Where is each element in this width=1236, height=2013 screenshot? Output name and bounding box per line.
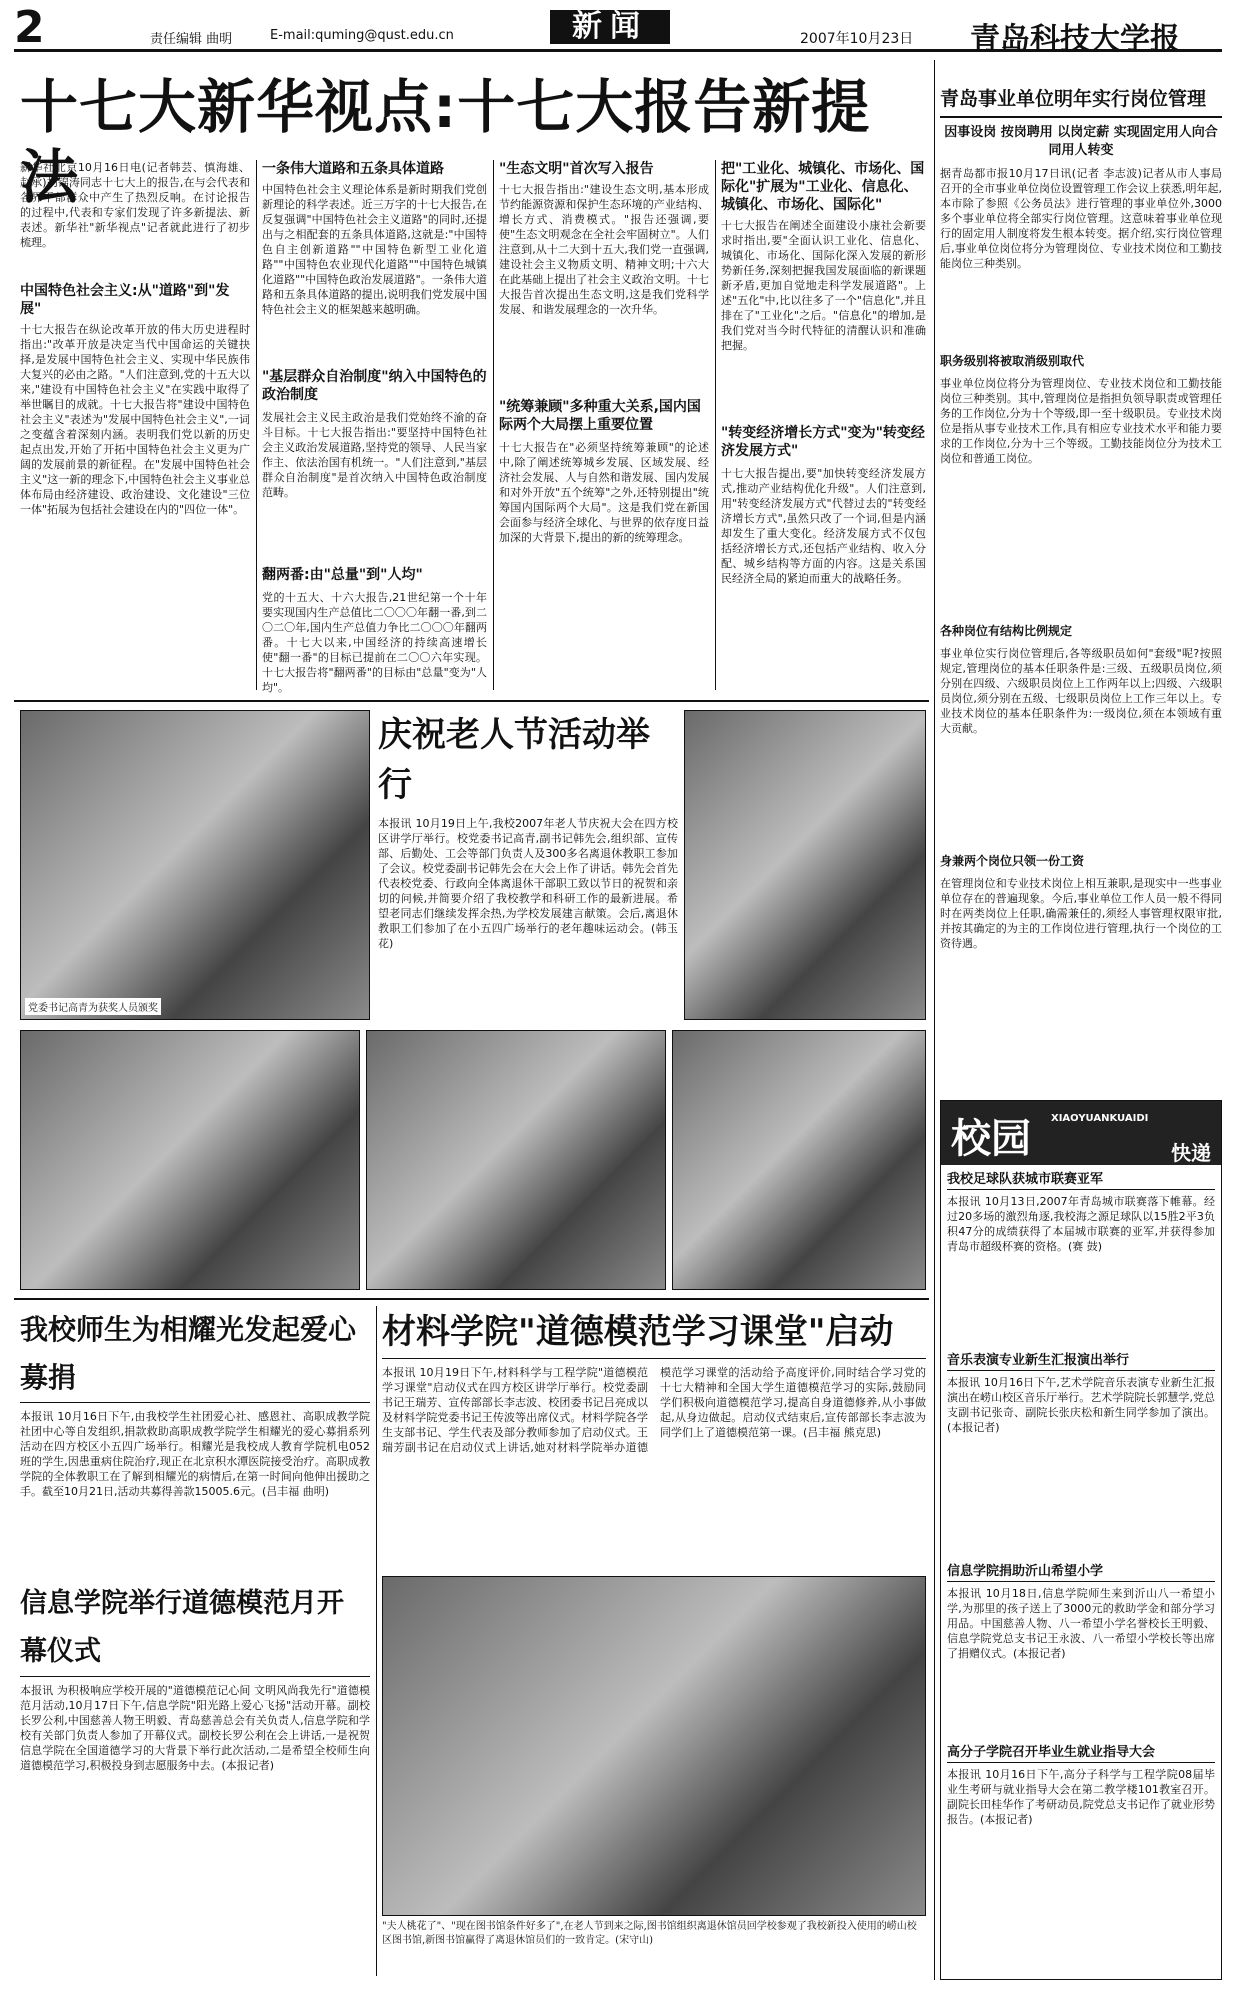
lead-col2c-body: 党的十五大、十六大报告,21世纪第一个十年要实现国内生产总值比二〇〇〇年翻一番,到二〇二〇年,国内生产总值力争比二〇〇〇年翻两番。十七大以来,中国经济的持续高速增长使"翻一番"的目标已提前在二〇〇六年实现。十七大报告将"翻两番"的目标由"总量"变为"人均"。 [262,591,487,694]
lead-headline: 十七大新华视点:十七大报告新提法 [20,73,871,211]
lead-col1-body: 十七大报告在纵论改革开放的伟大历史进程时指出:"改革开放是决定当代中国命运的关键抉择,是发展中国特色社会主义、实现中华民族伟大复兴的必由之路。"人们注意到,党的十五大以来,"建设有中国特色社会主义"在实践中取得了举世瞩目的成就。十七大报告将"建设中国特色社会主义"表述为"发展中国特色社会主义",一词之变蕴含着深刻内涵。表明我们党以新的历史起点出发,开始了开拓中国特色社会主义更为广阔的发展前景的新征程。在"发展中国特色社会主义"这一新的理念下,中国特色社会主义事业总体布局由经济建设、政治建设、文化建设"三位一体"拓展为包括社会建设在内的"四位一体"。 [20,323,250,516]
campus-express-box [940,1100,1222,1980]
editor-email: E-mail:quming@qust.edu.cn [270,28,454,43]
editor-line: 责任编辑 曲明 [150,32,233,47]
lead-col-4 [721,160,926,690]
materials-article [382,1306,926,1566]
lead-intro: 新华社北京10月16日电(记者韩芸、慎海雄、赵承)胡锦涛同志十七大上的报告,在与会代表和各界干部群众中产生了热烈反响。在讨论报告的过程中,代表和专家们发现了许多新提法、新表述。新华社"新华视点"记者就此进行了初步梳理。 [20,161,250,249]
right-subhead-1: 职务级别将被取消级别取代 [940,354,1085,368]
lead-col4b-body: 十七大报告提出,要"加快转变经济发展方式,推动产业结构优化升级"。人们注意到,用"转变经济发展方式"代替过去的"转变经济增长方式",虽然只改了一个词,但是内涵却发生了重大变化。经济发展方式不仅包括经济增长方式,还包括产业结构、收入分配、城乡结构等方面的内容。这是关系国民经济全局的紧迫而重大的战略任务。 [721,467,926,585]
column-rule [715,160,716,690]
section-rule [14,700,929,702]
column-rule [256,160,257,690]
right-body-1: 据青岛都市报10月17日讯(记者 李志波)记者从市人事局召开的全市事业单位岗位设置管理工作会议上获悉,明年起,本市除了参照《公务员法》进行管理的事业单位外,3000多个事业单位将全部实行岗位管理。这意味着事业单位现行的固定用人制度将发生根本转变。据介绍,实行岗位管理后,事业单位岗位将分为管理岗位、专业技术岗位和工勤技能岗位三种类别。 [940,167,1222,270]
campus-news-item [947,1563,1215,1736]
info-college-article [20,1580,370,1978]
campus-item-title: 信息学院捐助沂山希望小学 [947,1563,1215,1582]
campus-banner-sub: 快递 [1171,1141,1211,1165]
campus-item-body: 本报讯 10月13日,2007年青岛城市联赛落下帷幕。经过20多场的激烈角逐,我校海之源足球队以15胜2平3负积47分的成绩获得了本届城市联赛的亚军,并获得参加青岛市超级杯赛的资格。(赛 鼓) [947,1195,1215,1253]
seniors-body: 本报讯 10月19日上午,我校2007年老人节庆祝大会在四方校区讲学厅举行。校党委书记高青,副书记韩先会,组织部、宣传部、后勤处、工会等部门负责人及300多名离退休教职工参加了会议。校党委副书记韩先会在大会上作了讲话。韩先会首先代表校党委、行政向全体离退休干部职工致以节日的祝贺和亲切的问候,并简要介绍了我校教学和科研工作的最新进展。希望老同志们继续发挥余热,为学校发展建言献策。会后,离退休教职工们参加了在小五四广场举行的老年趣味运动会。(韩玉花) [378,817,678,950]
lead-col3-body: 十七大报告指出:"建设生态文明,基本形成节约能源资源和保护生态环境的产业结构、增长方式、消费模式。"报告还强调,要使"生态文明观念在全社会牢固树立"。人们注意到,从十二大到十五大,我们党一直强调,建设社会主义物质文明、精神文明;十六大在此基础上提出了社会主义政治文明。十七大报告首次提出生态文明,这是我们党科学发展、和谐发展理念的一次升华。 [499,183,709,316]
lead-col2-body: 中国特色社会主义理论体系是新时期我们党创新理论的科学表述。近三万字的十七大报告,在反复强调"中国特色社会主义道路"的同时,还提出与之相配套的五条具体道路,这就是:"中国特色自主创新道路""中国特色新型工业化道路""中国特色农业现代化道路""中国特色城镇化道路""中国特色政治发展道路"。一条伟大道路和五条具体道路的提出,说明我们党发展中国特色社会主义的框架越来越明确。 [262,183,487,316]
campus-news-item [947,1352,1215,1555]
bottle-game-photo [684,710,926,1020]
library-photo-caption: "夫人桃花了"、"现在图书馆条件好多了",在老人节到来之际,图书馆组织离退休馆员回学校参观了我校新投入使用的崂山校区图书馆,新图书馆赢得了离退休馆员们的一致肯定。(宋守山) [382,1921,917,1946]
issue-date: 2007年10月23日 [800,31,914,47]
lead-col4-body: 十七大报告在阐述全面建设小康社会新要求时指出,要"全面认识工业化、信息化、城镇化、市场化、国际化深入发展的新形势新任务,深刻把握我国发展面临的新课题新矛盾,更加自觉地走科学发展道路"。上述"五化"中,比以往多了一个"信息化",并且排在了"工业化"之后。"信息化"的增加,是我们党对当今时代特征的清醒认识和准确把握。 [721,219,926,352]
right-body-4: 在管理岗位和专业技术岗位上相互兼职,是现实中一些事业单位存在的普遍现象。今后,事业单位工作人员一般不得同时在两类岗位上任职,确需兼任的,须经人事管理权限审批,并按其确定的为主的工作岗位进行管理,执行一个岗位的工资待遇。 [940,877,1222,950]
walking-game-photo [672,1030,926,1290]
lead-subhead-7: 把"工业化、城镇化、市场化、国际化"扩展为"工业化、信息化、城镇化、市场化、国际化" [721,161,925,213]
column-rule [376,1306,377,1976]
donation-article [20,1306,370,1566]
right-body-3: 事业单位实行岗位管理后,各等级职员如何"套级"呢?按照规定,管理岗位的基本任职条件是:三级、五级职员岗位,须分别在四级、六级职员岗位上工作两年以上;四级、六级职员岗位,须分别在五级、七级职员岗位上工作三年以上。专业技术岗位的基本任职条件为:一级岗位,须在本领域有重大贡献。 [940,647,1222,735]
donation-body: 本报讯 10月16日下午,由我校学生社团爱心社、感恩社、高职成教学院社团中心等自发组织,捐款救助高职成教学院学生相耀光的爱心募捐系列活动在四方校区小五四广场举行。相耀光是我校成人教育学院机电052班的学生,因患重病住院治疗,现正在北京积水潭医院接受治疗。高职成教学院的全体教职工在了解到相耀光的病情后,在第一时间向他伸出援助之手。截至10月21日,活动共募得善款15005.6元。(吕丰福 曲明) [20,1410,370,1498]
right-headline: 青岛事业单位明年实行岗位管理 [940,86,1222,118]
library-visit-photo [382,1576,926,1916]
campus-news-item [947,1171,1215,1344]
donation-headline: 我校师生为相耀光发起爱心募捐 [20,1306,370,1403]
seniors-article [378,710,678,1020]
lead-subhead-3: "基层群众自治制度"纳入中国特色的政治制度 [262,369,487,403]
campus-item-title: 音乐表演专业新生汇报演出举行 [947,1352,1215,1371]
campus-item-body: 本报讯 10月16日下午,高分子科学与工程学院08届毕业生考研与就业指导大会在第二教学楼101教室召开。副院长田桂华作了考研动员,院党总支书记作了就业形势报告。(本报记者) [947,1768,1215,1826]
campus-item-body: 本报讯 10月16日下午,艺术学院音乐表演专业新生汇报演出在崂山校区音乐厅举行。艺术学院院长郭慧学,党总支副书记张奇、副院长张庆松和新生同学参加了演出。(本报记者) [947,1376,1215,1434]
campus-news-list [941,1165,1221,1893]
campus-news-item [947,1744,1215,1887]
paper-name: 青岛科技大学报 [970,22,1180,57]
right-column-rule [934,60,935,1980]
campus-item-title: 我校足球队获城市联赛亚军 [947,1171,1215,1190]
award-photo [20,710,370,1020]
campus-item-body: 本报讯 10月18日,信息学院师生来到沂山八一希望小学,为那里的孩子送上了3000元的救助学金和部分学习用品。中国慈善人物、八一希望小学名誉校长王明毅、信息学院党总支书记王永波、八一希望小学校长等出席了捐赠仪式。(本报记者) [947,1587,1215,1660]
page-number: 2 [14,2,45,53]
campus-banner-pinyin: XIAOYUANKUAIDI [1051,1113,1149,1124]
column-rule [493,160,494,690]
section-title: 新闻 [550,10,670,44]
materials-headline: 材料学院"道德模范学习课堂"启动 [382,1306,926,1359]
right-subhead-3: 身兼两个岗位只领一份工资 [940,854,1085,868]
lead-col3b-body: 十七大报告在"必须坚持统筹兼顾"的论述中,除了阐述统筹城乡发展、区域发展、经济社会发展、人与自然和谐发展、国内发展和对外开放"五个统筹"之外,还特别提出"统筹国内国际两个大局"。这是我们党在新国会面参与经济全球化、与世界的依存度日益加深的大背景下,提出的新的统筹理念。 [499,441,709,544]
campus-banner-title: 校园 [951,1115,1031,1162]
right-article [940,86,1222,1086]
lead-subhead-1: 中国特色社会主义:从"道路"到"发展" [20,283,230,317]
info-college-body: 本报讯 为积极响应学校开展的"道德模范记心间 文明风尚我先行"道德模范月活动,10月17日下午,信息学院"阳光路上爱心飞扬"活动开幕。副校长罗公利,中国慈善人物王明毅、青岛慈善总会有关负责人,信息学院和学校有关部门负责人参加了开幕仪式。副校长罗公利在会上讲话,一是祝贺信息学院在全国道德学习的大背景下举行此次活动,二是希望全校师生向道德模范学习,积极投身到志愿服务中去。(本报记者) [20,1684,370,1772]
seniors-group-photo [20,1030,360,1290]
lead-subhead-8: "转变经济增长方式"变为"转变经济发展方式" [721,425,925,459]
lead-subhead-4: 翻两番:由"总量"到"人均" [262,567,423,583]
right-deck: 因事设岗 按岗聘用 以岗定薪 实现固定用人向合同用人转变 [944,125,1218,158]
ball-game-photo [366,1030,666,1290]
lead-col-1 [20,160,250,690]
materials-body: 本报讯 10月19日下午,材料科学与工程学院"道德模范学习课堂"启动仪式在四方校区讲学厅举行。校党委副书记王瑞芳、宣传部部长李志波、校团委书记吕亮成以及材料学院党委书记王传波等出席仪式。材料学院各学生支部书记、学生代表及部分教师参加了启动仪式。王瑞芳副书记在启动仪式上讲话,她对材料学院举办道德模范学习课堂的活动给予高度评价,同时结合学习党的十七大精神和全国大学生道德模范学习的实际,鼓励同学们积极向道德模范学习,提高自身道德修养,从小事做起,从身边做起。启动仪式结束后,宣传部部长李志波为同学们上了道德模范第一课。(吕丰福 熊克思) [382,1366,926,1454]
lead-col-3 [499,160,709,690]
campus-banner [941,1101,1221,1165]
lead-col-2 [262,160,487,694]
award-photo-caption: 党委书记高青为获奖人员颁奖 [25,998,161,1015]
right-subhead-2: 各种岗位有结构比例规定 [940,624,1073,638]
info-college-headline: 信息学院举行道德模范月开幕仪式 [20,1580,370,1677]
lead-subhead-5: "生态文明"首次写入报告 [499,161,654,177]
seniors-headline: 庆祝老人节活动举行 [378,715,650,805]
campus-item-title: 高分子学院召开毕业生就业指导大会 [947,1744,1215,1763]
right-body-2: 事业单位岗位将分为管理岗位、专业技术岗位和工勤技能岗位三种类别。其中,管理岗位是指担负领导职责或管理任务的工作岗位,分为十个等级,即一至十级职员。专业技术岗位是指从事专业技术工作,具有相应专业技术水平和能力要求的工作岗位,分为十三个等级。工勤技能岗位分为技术工岗位和普通工岗位。 [940,377,1222,465]
lead-subhead-2: 一条伟大道路和五条具体道路 [262,161,444,177]
section-rule [14,1298,929,1300]
lead-col2b-body: 发展社会主义民主政治是我们党始终不渝的奋斗目标。十七大报告指出:"要坚持中国特色社会主义政治发展道路,坚持党的领导、人民当家作主、依法治国有机统一。"人们注意到,"基层群众自治制度"是首次纳入中国特色政治制度范畴。 [262,411,487,499]
lead-subhead-6: "统筹兼顾"多种重大关系,国内国际两个大局摆上重要位置 [499,399,701,433]
